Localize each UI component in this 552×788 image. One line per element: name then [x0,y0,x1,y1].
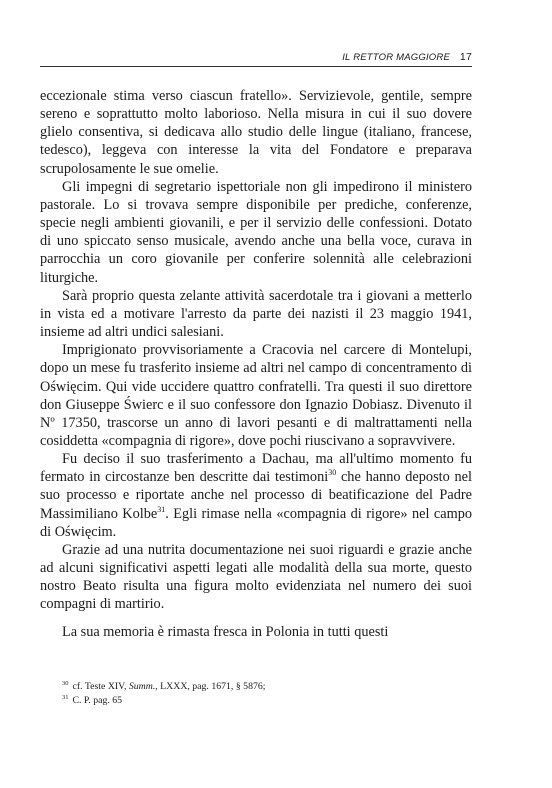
paragraph-4: Imprigionato provvisoriamente a Cracovia nel carcere di Montelupi, dopo un mese fu trasferito insieme ad altri nel campo di concentramento di Oświęcim. Qui vide uccidere quattro confratelli. Tra questi il suo direttore don Giuseppe Świerc e il suo confessore don Ignazio Dobiasz. Divenuto il Nº 17350, trascorse un anno di lavori pesanti e di maltrattamenti nella cosiddetta «compagnia di rigore», dove pochi riuscivano a sopravvivere. [40,342,472,449]
body-text [40,87,472,641]
page-number: 17 [459,51,472,63]
footnote-30-number: 30 [62,679,69,687]
footnotes [62,680,472,708]
paragraph-5-part-b: che hanno deposto nel suo processo e riportate anche nel processo di beatificazione del Padre Massimiliano Kolbe [40,469,472,522]
paragraph-5-part-c: . Egli rimase nella «compagnia di rigore» nel campo di Oświęcim. [40,505,472,540]
paragraph-2: Gli impegni di segretario ispettoriale non gli impedirono il ministero pastorale. Lo si trovava sempre disponibile per prediche, conferenze, specie negli ambienti giovanili, e per il servizio delle confessioni. Dotato di uno spiccato senso musicale, avendo anche una bella voce, curava in parrocchia un coro giovanile per conferire solennità alle celebrazioni liturgiche. [40,178,472,286]
footnote-ref-31: 31 [157,504,166,514]
footnote-31-text: C. P. pag. 65 [72,695,123,706]
paragraph-1: eccezionale stima verso ciascun fratello». Servizievole, gentile, sempre sereno e soprattutto molto laborioso. Nella misura in cui il suo dovere glielo consentiva, si dedicava allo studio delle lingue (italiano, francese, tedesco), leggeva con interesse la vita del Fondatore e preparava scrupolosamente le sue omelie. [40,88,472,177]
paragraph-7: La sua memoria è rimasta fresca in Polonia in tutti questi [62,623,389,640]
running-head [40,52,472,64]
footnote-30 [62,680,472,694]
footnote-30-source: Summ. [128,681,156,692]
footnote-ref-30: 30 [328,468,337,478]
footnote-30-pre: cf. Teste XIV, [72,681,129,692]
paragraph-5-part-a: Fu deciso il suo trasferimento a Dachau, ma all'ultimo momento fu fermato in circostanze ben descritte dai testimoni [40,451,472,486]
footnote-30-post: , LXXX, pag. 1671, § 5876; [155,681,266,692]
footnote-31 [62,694,472,708]
paragraph-5 [40,450,472,541]
header-rule [40,66,472,67]
paragraph-3: Sarà proprio questa zelante attività sacerdotale tra i giovani a metterlo in vista ed a motivare l'arresto da parte dei nazisti il 23 maggio 1941, insieme ad altri undici salesiani. [40,287,472,341]
paragraph-6: Grazie ad una nutrita documentazione nei suoi riguardi e grazie anche ad alcuni significativi aspetti legati alle modalità della sua morte, questo nostro Beato risulta una figura molto evidenziata nel numero dei suoi compagni di martirio. [40,541,472,613]
footnote-31-number: 31 [62,693,69,701]
running-title: IL RETTOR MAGGIORE [342,52,450,63]
